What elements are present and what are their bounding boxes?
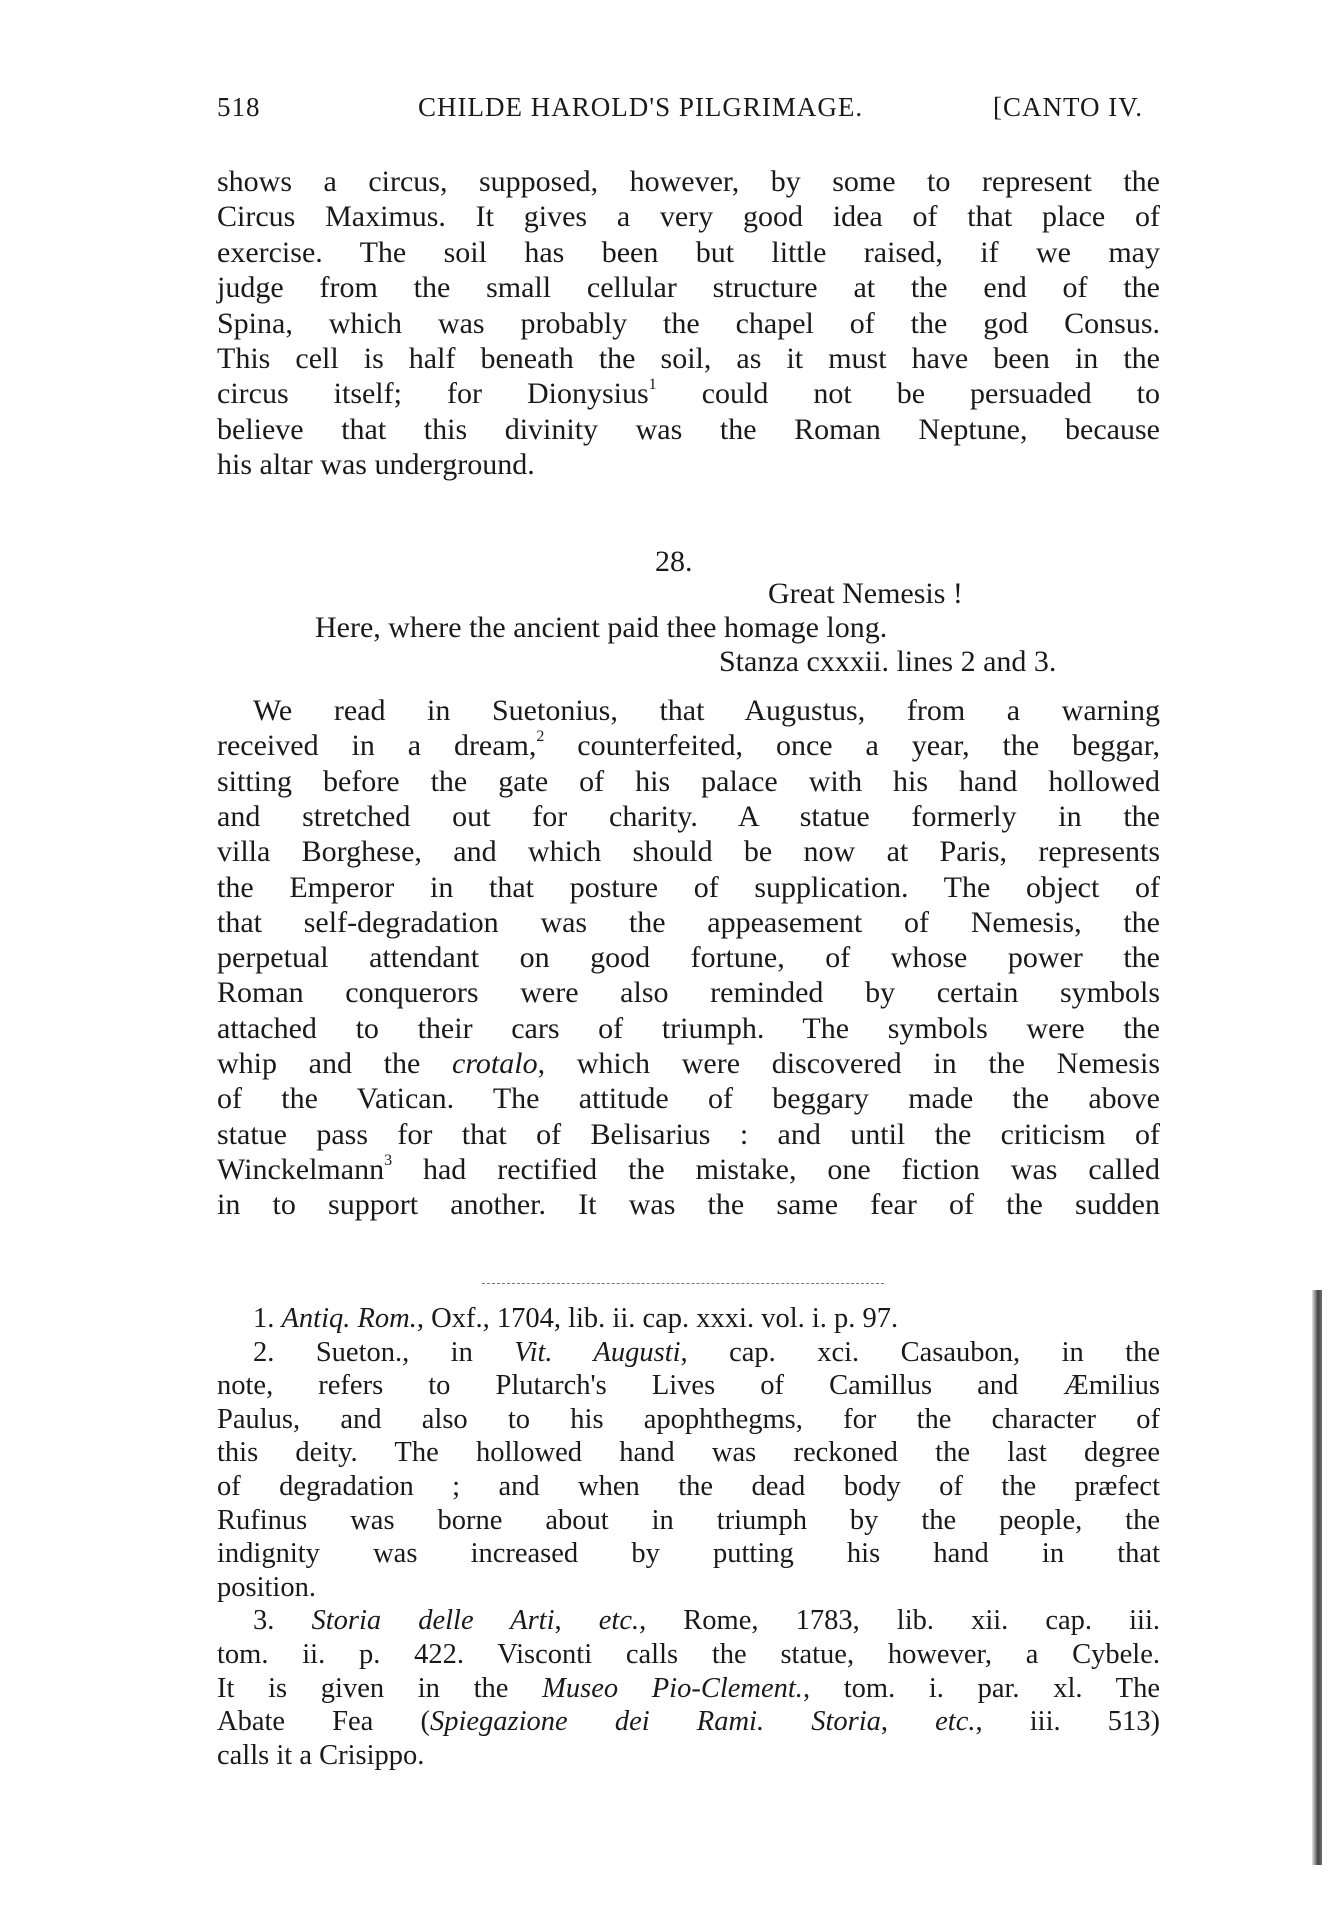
text-line [217, 1504, 1160, 1538]
text-span: , [880, 1706, 936, 1738]
text-span: Circus Maximus. It gives a very good idea of that place of [217, 200, 1160, 234]
text-span: 3. [253, 1605, 312, 1637]
text-line [217, 1537, 1160, 1571]
text-span: attached to their cars of triumph. The symbols were the [217, 1011, 1160, 1045]
text-line [217, 1153, 1160, 1187]
text-span: believe that this divinity was the Roman Neptune, because [217, 412, 1160, 446]
text-span: 2. Sueton., in [253, 1336, 515, 1368]
text-span: indignity was increased by putting his hand in that [217, 1538, 1160, 1570]
text-line [217, 835, 1160, 869]
text-span: in to support another. It was the same fear of the sudden [217, 1188, 1160, 1222]
text-span: , which were discovered in the Nemesis [537, 1047, 1160, 1080]
text-span: Paulus, and also to his apophthegms, for the character of [217, 1403, 1160, 1435]
text-span: 1. [253, 1303, 282, 1334]
text-span: etc. [598, 1605, 640, 1637]
text-span: Abate Fea ( [217, 1706, 430, 1738]
scan-edge [1312, 1290, 1322, 1865]
text-line [217, 1336, 1160, 1370]
text-span: Rufinus was borne about in triumph by the people, the [217, 1504, 1160, 1536]
text-line [217, 1739, 1160, 1773]
text-span: , iii. 513) [975, 1706, 1160, 1738]
text-span: this deity. The hollowed hand was reckoned the last degree [217, 1437, 1160, 1469]
text-line [217, 1705, 1160, 1739]
canto-label: [CANTO IV. [993, 92, 1144, 122]
text-span: Storia delle Arti [311, 1605, 555, 1637]
text-line [217, 694, 1160, 728]
text-line [217, 1188, 1160, 1222]
footnote-ref: 1 [648, 376, 657, 394]
text-span: exercise. The soil has been but little raised, if we may [217, 235, 1160, 269]
text-line [217, 1571, 1160, 1605]
text-line [217, 377, 1160, 411]
text-span: Winckelmann [217, 1152, 385, 1186]
running-title: CHILDE HAROLD'S PILGRIMAGE. [418, 92, 864, 122]
text-span: whip and the [217, 1047, 453, 1080]
page-number: 518 [217, 92, 261, 122]
text-line [217, 448, 1160, 482]
text-line [217, 200, 1160, 234]
text-line [217, 1672, 1160, 1706]
text-line [217, 307, 1160, 341]
text-span: Roman conquerors were also reminded by certain symbols [217, 976, 1160, 1010]
text-span: etc. [935, 1706, 976, 1738]
text-span: received in a dream, [217, 729, 537, 763]
text-line [217, 1047, 1160, 1081]
text-line [217, 871, 1160, 905]
text-line [217, 342, 1160, 376]
note-number: 28. [655, 545, 693, 578]
footnote-ref: 2 [536, 728, 545, 746]
text-line [217, 1302, 1160, 1336]
text-span: , cap. xci. Casaubon, in the [680, 1336, 1160, 1368]
text-span: crotalo [452, 1047, 538, 1080]
text-line [217, 941, 1160, 975]
text-span: sitting before the gate of his palace with his hand hollowed [217, 764, 1160, 798]
text-span: Antiq. Rom. [281, 1303, 417, 1334]
text-line [217, 906, 1160, 940]
text-line [217, 271, 1160, 305]
text-span: It is given in the [217, 1672, 543, 1704]
text-span: position. [217, 1571, 316, 1603]
text-line [217, 976, 1160, 1010]
text-span: Museo Pio-Clement. [542, 1672, 803, 1704]
text-line [217, 729, 1160, 763]
text-line [217, 1082, 1160, 1116]
text-span: villa Borghese, and which should be now at Paris, represents [217, 835, 1160, 869]
text-span: perpetual attendant on good fortune, of whose power the [217, 941, 1160, 975]
text-span: of the Vatican. The attitude of beggary made the above [217, 1082, 1160, 1116]
text-span: , tom. i. par. xl. The [802, 1672, 1160, 1704]
text-span: could not be persuaded to [656, 377, 1160, 411]
quote-line-1: Great Nemesis ! [768, 577, 963, 610]
text-line [217, 1604, 1160, 1638]
text-span: note, refers to Plutarch's Lives of Camillus and Æmilius [217, 1370, 1160, 1402]
text-span: This cell is half beneath the soil, as it must have been in the [217, 342, 1160, 375]
text-span: Spina, which was probably the chapel of the god Consus. [217, 306, 1160, 340]
text-span: statue pass for that of Belisarius : and until the criticism of [217, 1117, 1160, 1151]
text-line [217, 800, 1160, 834]
footnote-ref: 3 [384, 1151, 393, 1169]
text-span: his altar was underground. [217, 448, 535, 482]
text-line [217, 1638, 1160, 1672]
text-span: counterfeited, once a year, the beggar, [544, 729, 1160, 763]
text-line [217, 765, 1160, 799]
text-line [217, 1118, 1160, 1152]
text-line [217, 1369, 1160, 1403]
text-span: Spiegazione dei Rami. Storia [429, 1706, 881, 1738]
text-span: of degradation ; and when the dead body of the præfect [217, 1471, 1160, 1502]
quote-line-2: Here, where the ancient paid thee homage long. [315, 611, 888, 644]
text-span: , Rome, 1783, lib. xii. cap. iii. [639, 1605, 1161, 1637]
text-span: the Emperor in that posture of supplication. The object of [217, 870, 1160, 904]
text-line [217, 165, 1160, 199]
text-span: and stretched out for charity. A statue formerly in the [217, 799, 1160, 833]
text-line [217, 413, 1160, 447]
text-line [217, 1403, 1160, 1437]
text-line [217, 1470, 1160, 1504]
text-line [217, 236, 1160, 270]
text-span: circus itself; for Dionysius [217, 377, 649, 411]
text-span: Vit. Augusti [514, 1336, 681, 1368]
footnote-divider [482, 1283, 884, 1284]
text-span: that self-degradation was the appeasement of Nemesis, the [217, 905, 1160, 939]
text-span: , Oxf., 1704, lib. ii. cap. xxxi. vol. i. p. 97. [416, 1303, 899, 1334]
text-span: calls it a Crisippo. [217, 1739, 425, 1771]
text-span: shows a circus, supposed, however, by some to represent the [217, 165, 1160, 198]
text-span: had rectified the mistake, one fiction was called [392, 1152, 1160, 1186]
text-span: We read in Suetonius, that Augustus, from a warning [253, 694, 1160, 727]
text-line [217, 1436, 1160, 1470]
text-span: tom. ii. p. 422. Visconti calls the statue, however, a Cybele. [217, 1639, 1160, 1670]
text-line [217, 1012, 1160, 1046]
quote-reference: Stanza cxxxii. lines 2 and 3. [719, 645, 1057, 678]
text-span: judge from the small cellular structure at the end of the [217, 271, 1160, 305]
text-span: , [554, 1605, 599, 1637]
